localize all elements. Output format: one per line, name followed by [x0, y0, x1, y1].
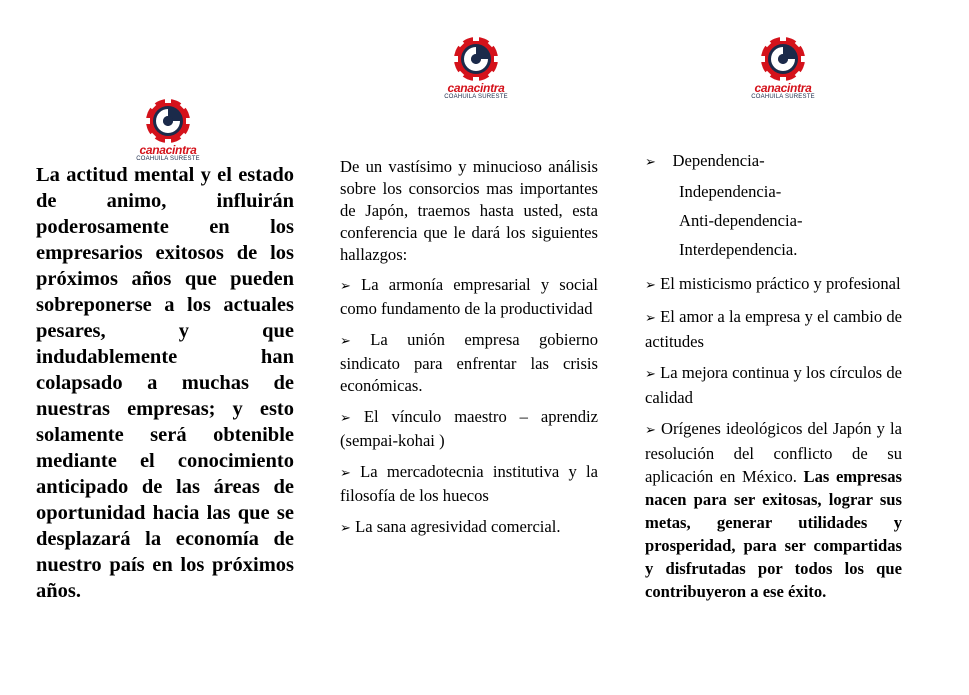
arrow-bullet-icon: ➢ — [645, 155, 656, 170]
canacintra-gear-icon — [758, 34, 808, 84]
list-item-continuation: Independencia- — [679, 182, 782, 201]
panel3-content — [645, 146, 902, 611]
arrow-bullet-icon: ➢ — [645, 311, 656, 326]
list-item — [645, 417, 902, 603]
logo-region-text: COAHUILA SURESTE — [444, 94, 508, 100]
arrow-bullet-icon: ➢ — [340, 411, 351, 426]
list-item-text: La sana agresividad comercial. — [355, 517, 561, 536]
arrow-bullet-icon: ➢ — [340, 521, 351, 536]
list-item-text: La unión empresa gobierno sindicato para enfrentar las crisis económicas. — [340, 330, 599, 395]
arrow-bullet-icon: ➢ — [645, 367, 656, 382]
list-item-text: El amor a la empresa y el cambio de actitudes — [645, 307, 902, 351]
logo-brand-text: canacintra — [754, 81, 812, 95]
closing-statement: Las empresas nacen para ser exitosas, lograr sus metas, generar utilidades y prosperidad, para ser compartidas y disfrutadas por todos los que contribuyeron a ese éxito. — [645, 467, 903, 601]
list-item — [340, 329, 598, 397]
list-item-text: La armonía empresarial y social como fundamento de la productividad — [340, 275, 598, 318]
list-item — [340, 406, 598, 452]
arrow-bullet-icon: ➢ — [340, 279, 351, 294]
arrow-bullet-icon: ➢ — [340, 466, 351, 481]
arrow-bullet-icon: ➢ — [645, 278, 656, 293]
list-item — [340, 461, 598, 507]
list-item — [645, 146, 902, 177]
logo-region-text: COAHUILA SURESTE — [136, 156, 200, 162]
list-item-continuation: Interdependencia. — [679, 240, 798, 259]
list-item — [645, 272, 902, 297]
list-item-text: La mejora continua y los círculos de calidad — [645, 363, 902, 407]
list-item — [645, 361, 902, 409]
logo-panel3 — [751, 34, 815, 108]
list-item-text: Dependencia- — [672, 151, 765, 170]
logo-brand-text: canacintra — [139, 143, 197, 157]
list-item-text: Orígenes ideológicos del Japón y la resolución del conflicto de su aplicación en México. — [645, 419, 902, 486]
panel1-body-text: La actitud mental y el estado de animo, influirán poderosamente en los empresarios exitosos de los próximos años que pueden sobreponerse a los actuales pesares, y que indudablemente han colapsado a muchas de nuestras empresas; y esto solamente será obtenible mediante el conocimiento anticipado de las áreas de oportunidad hacia las que se desplazará la economía de nuestro país en los próximos años. — [36, 164, 294, 602]
list-item-text: El vínculo maestro – aprendiz (sempai-kohai ) — [340, 407, 599, 450]
panel2-intro: De un vastísimo y minucioso análisis sobre los consorcios mas importantes de Japón, traemos hasta usted, esta conferencia que le dará los siguientes hallazgos: — [340, 157, 598, 264]
list-item-text: El misticismo práctico y profesional — [660, 274, 901, 293]
arrow-bullet-icon: ➢ — [645, 423, 656, 438]
logo-panel1 — [136, 96, 200, 170]
logo-region-text: COAHUILA SURESTE — [751, 94, 815, 100]
list-item — [645, 305, 902, 353]
arrow-bullet-icon: ➢ — [340, 334, 351, 349]
list-item — [340, 516, 598, 540]
canacintra-gear-icon — [451, 34, 501, 84]
logo-brand-text: canacintra — [447, 81, 505, 95]
list-item — [340, 274, 598, 320]
list-item-continuation: Anti-dependencia- — [679, 211, 803, 230]
canacintra-gear-icon — [143, 96, 193, 146]
panel2-content — [340, 156, 598, 549]
logo-panel2 — [444, 34, 508, 108]
list-item-text: La mercadotecnia institutiva y la filosofía de los huecos — [340, 462, 598, 505]
